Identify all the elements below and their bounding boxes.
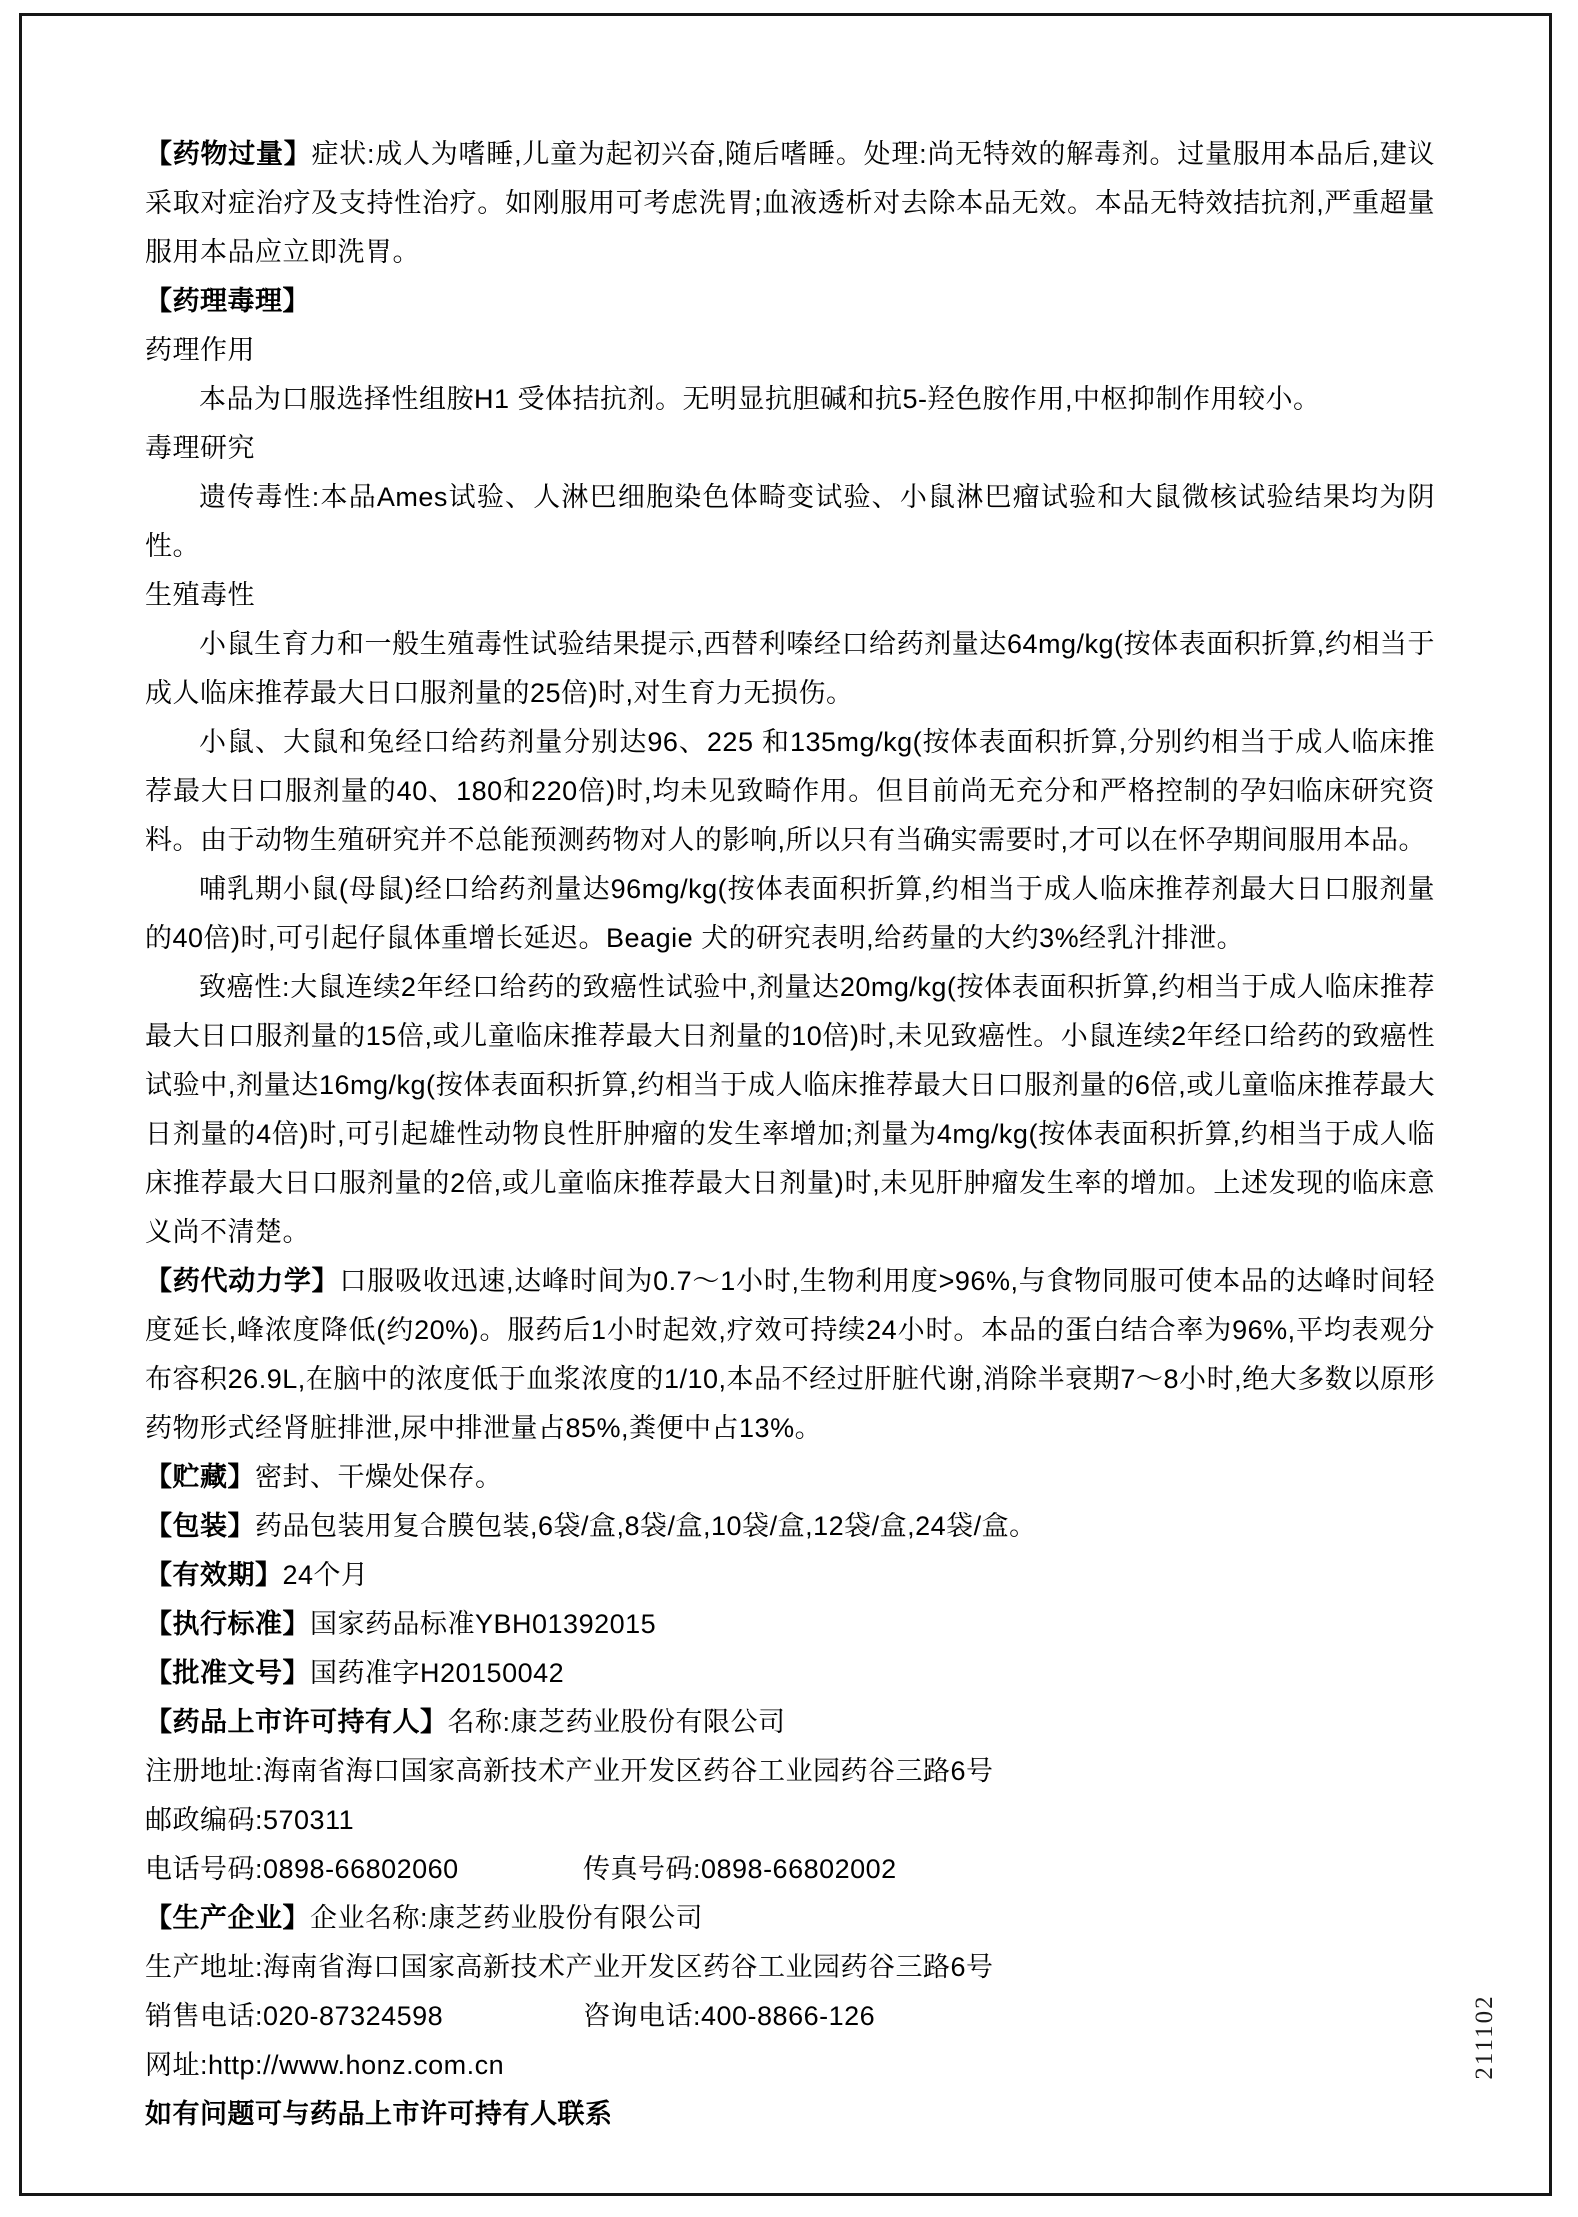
fax-number: 传真号码:0898-66802002 [583,1854,897,1884]
paragraph-executive-standard [145,1600,1435,1649]
paragraph-sales-consult-phone [145,1992,1435,2041]
pharmacokinetics-text: 口服吸收迅速,达峰时间为0.7～1小时,生物利用度>96%,与食物同服可使本品的达峰时间轻度延长,峰浓度降低(约20%)。服药后1小时起效,疗效可持续24小时。本品的蛋白结合率为96%,平均表观分布容积26.9L,在脑中的浓度低于血浆浓度的1/10,本品不经过肝脏代谢,消除半衰期7～8小时,绝大多数以原形药物形式经肾脏排泄,尿中排泄量占85%,粪便中占13%。 [145,1266,1435,1443]
paragraph-approval-number [145,1649,1435,1698]
packaging-text: 药品包装用复合膜包装,6袋/盒,8袋/盒,10袋/盒,12袋/盒,24袋/盒。 [255,1511,1037,1541]
approval-number-heading: 【批准文号】 [145,1658,310,1688]
paragraph-postal-code: 邮政编码:570311 [145,1805,355,1835]
paragraph-lactation-study: 哺乳期小鼠(母鼠)经口给药剂量达96mg/kg(按体表面积折算,约相当于成人临床推荐剂最大日口服剂量的40倍)时,可引起仔鼠体重增长延迟。Beagie 犬的研究表明,给药量的大约3%经乳汁排泄。 [145,874,1435,953]
paragraph-carcinogenicity-study: 致癌性:大鼠连续2年经口给药的致癌性试验中,剂量达20mg/kg(按体表面积折算,约相当于成人临床推荐最大日口服剂量的15倍,或儿童临床推荐最大日剂量的10倍)时,未见致癌性。小鼠连续2年经口给药的致癌性试验中,剂量达16mg/kg(按体表面积折算,约相当于成人临床推荐最大日口服剂量的6倍,或儿童临床推荐最大日剂量的4倍)时,可引起雄性动物良性肝肿瘤的发生率增加;剂量为4mg/kg(按体表面积折算,约相当于成人临床推荐最大日口服剂量的2倍,或儿童临床推荐最大日剂量)时,未见肝肿瘤发生率的增加。上述发现的临床意义尚不清楚。 [145,972,1435,1247]
license-holder-name: 名称:康芝药业股份有限公司 [447,1707,786,1737]
storage-text: 密封、干燥处保存。 [255,1462,503,1492]
contact-note: 如有问题可与药品上市许可持有人联系 [145,2099,613,2129]
version-code: 211102 [1471,1994,1498,2080]
validity-text: 24个月 [282,1560,369,1590]
phone-number: 电话号码:0898-66802060 [145,1854,459,1884]
paragraph-pharmacology-action: 本品为口服选择性组胺H1 受体拮抗剂。无明显抗胆碱和抗5-羟色胺作用,中枢抑制作用较小。 [199,384,1321,414]
insert-text-body [145,130,1435,2139]
paragraph-pharm-tox-heading [145,277,1435,326]
paragraph-phone-fax [145,1845,1435,1894]
manufacturer-heading: 【生产企业】 [145,1903,310,1933]
paragraph-teratogenicity-study: 小鼠、大鼠和兔经口给药剂量分别达96、225 和135mg/kg(按体表面积折算,分别约相当于成人临床推荐最大日口服剂量的40、180和220倍)时,均未见致畸作用。但目前尚无充分和严格控制的孕妇临床研究资料。由于动物生殖研究并不总能预测药物对人的影响,所以只有当确实需要时,才可以在怀孕期间服用本品。 [145,727,1435,855]
overdose-heading: 【药物过量】 [145,139,312,169]
pharm-tox-heading: 【药理毒理】 [145,286,310,316]
consult-phone: 咨询电话:400-8866-126 [583,2001,876,2031]
paragraph-validity-period [145,1551,1435,1600]
paragraph-overdose [145,130,1435,277]
paragraph-registered-address: 注册地址:海南省海口国家高新技术产业开发区药谷工业园药谷三路6号 [145,1756,994,1786]
paragraph-packaging [145,1502,1435,1551]
paragraph-production-address: 生产地址:海南省海口国家高新技术产业开发区药谷工业园药谷三路6号 [145,1952,994,1982]
pharmacokinetics-heading: 【药代动力学】 [145,1266,340,1296]
license-holder-heading: 【药品上市许可持有人】 [145,1707,448,1737]
paragraph-toxicology-subhead: 毒理研究 [145,433,255,463]
manufacturer-name: 企业名称:康芝药业股份有限公司 [310,1903,704,1933]
executive-standard-heading: 【执行标准】 [145,1609,310,1639]
paragraph-license-holder [145,1698,1435,1747]
paragraph-pharmacology-subhead: 药理作用 [145,335,255,365]
storage-heading: 【贮藏】 [145,1462,255,1492]
overdose-text: 症状:成人为嗜睡,儿童为起初兴奋,随后嗜睡。处理:尚无特效的解毒剂。过量服用本品后,建议采取对症治疗及支持性治疗。如刚服用可考虑洗胃;血液透析对去除本品无效。本品无特效拮抗剂,严重超量服用本品应立即洗胃。 [145,139,1435,267]
paragraph-genetic-toxicity: 遗传毒性:本品Ames试验、人淋巴细胞染色体畸变试验、小鼠淋巴瘤试验和大鼠微核试验结果均为阴性。 [145,482,1435,561]
paragraph-manufacturer [145,1894,1435,1943]
executive-standard-text: 国家药品标准YBH01392015 [310,1609,657,1639]
paragraph-fertility-study: 小鼠生育力和一般生殖毒性试验结果提示,西替利嗪经口给药剂量达64mg/kg(按体表面积折算,约相当于成人临床推荐最大日口服剂量的25倍)时,对生育力无损伤。 [145,629,1435,708]
packaging-heading: 【包装】 [145,1511,255,1541]
approval-number-text: 国药准字H20150042 [310,1658,565,1688]
sales-phone: 销售电话:020-87324598 [145,2001,444,2031]
validity-heading: 【有效期】 [145,1560,283,1590]
paragraph-website: 网址:http://www.honz.com.cn [145,2050,505,2080]
paragraph-reproductive-toxicity-subhead: 生殖毒性 [145,580,255,610]
paragraph-pharmacokinetics [145,1257,1435,1453]
paragraph-storage [145,1453,1435,1502]
